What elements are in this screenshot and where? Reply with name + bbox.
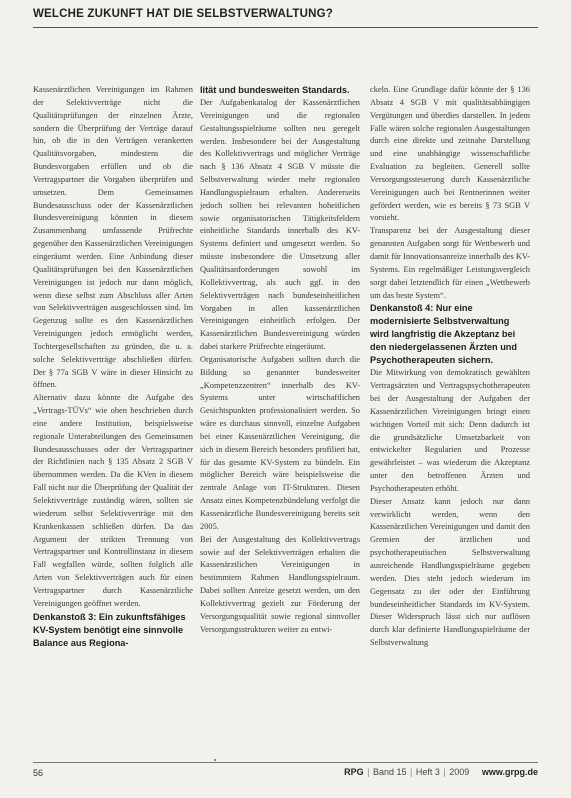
paragraph: Dieser Ansatz kann jedoch nur dann verwirklicht werden, wenn den Kassenärztlichen Vereinigungen und damit den Gremien der ärztlichen und psychotherapeutischen Selbstverwaltung ausreichende Handlungsspielräume gegeben werden. Dies steht jedoch wiederum im Gegensatz zu der oder der Einführung bundeseinheitlicher Standards im KV-System. Dieser Widerspruch lässt sich nur auflösen durch klar definierte Handlungsspielräume der Selbstverwaltung xyxy=(370,496,530,648)
paragraph: Alternativ dazu könnte die Aufgabe des „Vertrags-TÜVs“ wie oben beschrieben durch eine andere Institution, beispielsweise regionale Unterabteilungen des Gemeinsamen Bundesausschusses oder der Vertragspartner der Richtlinien nach § 135 Absatz 2 SGB V übernommen werden. Da die KVen in diesem Fall nicht nur die Überprüfung der Qualität der Selektivverträge zuständig wären, sollten sie wiederum selbst Selektivverträge mit den Krankenkassen schließen dürfen. Da das Argument der strikten Trennung von Vertragspartner und Kontrollinstanz in diesem Fall wegfallen würde, sollten folglich alle Arten von Selektivverträgen auch für einen Vertragspartner durch Kassenärztliche Vereinigungen geöffnet werden. xyxy=(33,393,193,608)
header-divider xyxy=(33,27,538,28)
separator: | xyxy=(410,767,413,777)
journal-citation xyxy=(344,767,538,777)
section-heading: Denkanstoß 3: Ein zukunftsfähiges KV-System benötigt eine sinnvolle Balance aus Regiona- xyxy=(33,611,186,648)
journal-volume: Band 15 xyxy=(372,767,407,777)
separator: | xyxy=(443,767,446,777)
paragraph: Organisatorische Aufgaben sollten durch die Bildung so genannter bundesweiter „Kompetenzzentren“ innerhalb des KV-Systems unter wirtschaftlichen Gesichtspunkten professionalisiert werden. So wäre es durchaus sinnvoll, einzelne Aufgaben bei einer Kassenärztlichen Vereinigung, die sich in diesem Bereich besonders profiliert hat, für das gesamte KV-System zu bündeln. Ein möglicher Bereich wäre beispielsweise die zentrale Anlage von IT-Strukturen. Diesen Ansatz eines Kompetenzbündelung verfolgt die Kassenärztliche Bundesvereinigung bereits seit 2005. xyxy=(200,354,360,531)
scan-speck xyxy=(214,759,216,761)
paragraph: Transparenz bei der Ausgestaltung dieser genannten Aufgaben sorgt für Wettbewerb und damit für Innovationsanreize innerhalb des KV-Systems. Ein regelmäßiger Leistungsvergleich sorgt dabei letztendlich für einen „Wettbewerb um das beste System“. xyxy=(370,226,530,300)
journal-name: RPG xyxy=(344,767,364,777)
page-header-title: WELCHE ZUKUNFT HAT DIE SELBSTVERWALTUNG? xyxy=(33,8,333,20)
paragraph: Der Aufgabenkatalog der Kassenärztlichen Vereinigungen und die regionalen Gestaltungsspielräume sollten neu geregelt werden. Insbesondere bei der Ausgestaltung des Kollektivvertrags und möglicher Verträge nach § 136 Absatz 4 SGB V müsste die Selbstverwaltung wieder mehr regionalen Handlungsspielraum erhalten. Andererseits jedoch sollten bei relevanten hoheitlichen sowie organisatorischen Tätigkeitsfeldern einheitliche Standards innerhalb des KV-Systems definiert und umgesetzt werden. So müsste insbesondere die Umsetzung aller Qualitätsanforderungen sowohl im Kollektivvertrag, als auch ggf. in den Selektivverträgen nach bundeseinheitlichen Vorgaben in allen kassenärztlichen Vereinigungen einheitlich erfolgen. Der Kassenärztlichen Bundesvereinigung würden dabei starkere Prüfrechte eingeräumt. xyxy=(200,98,360,352)
paragraph: ckeln. Eine Grundlage dafür könnte der § 136 Absatz 4 SGB V mit qualitätsabhängigen Vergütungen und überdies darstellen. In jedem Falle wären solche regionalen Ausgestaltungen durch eine direkte und zeitnahe Darstellung und eine unabhängige wissenschaftliche Evaluation zu begleiten. Generell sollte Versorgungssteuerung durch Kassenärztliche Vereinigungen auch bei Rentnerinnen weiter gefördert werden, wie es bereits § 73 SGB V vorsieht. xyxy=(370,85,530,223)
section-heading: lität und bundesweiten Standards. xyxy=(200,85,350,95)
journal-year: 2009 xyxy=(449,767,470,777)
section-heading: Denkanstoß 4: Nur eine modernisierte Selbstverwaltung wird langfristig die Akzeptanz bei den niedergelassenen Ärzten und Psychotherapeuten sichern. xyxy=(370,303,518,366)
paragraph: Kassenärztlichen Vereinigungen im Rahmen der Selektivverträge nicht die Qualitätsprüfungen der einzelnen Ärzte, sondern die Überprüfung der Verträge darauf hin, ob die in den Verträgen verankerten Qualitätsvorgaben, mindestens die Bundesvorgaben erfüllen und ob die Vertragspartner die Vorgaben überprüfen und umsetzen. Dem Gemeinsamen Bundesausschuss oder der Kassenärztlichen Bundesvereinigung könnten in diesem Zusammenhang umfassende Prüfrechte gegenüber den Kassenärztlichen Vereinigungen eingeräumt werden. Eine Anbindung dieser Qualitätsprüfungen bei den Kassenärztlichen Vereinigungen ist jedoch nur dann möglich, wenn diese selbst zum Abschluss aller Arten von Selektivverträgen ausgeschlossen sind. Im Gegenzug sollte es den Kassenärztlichen Vereinigungen jedoch ermöglicht werden, Tochtergesellschaften zu gründen, die u. a. solche Selektivverträge abschließen dürfen. Der § 77a SGB V wäre in dieser Hinsicht zu öffnen. xyxy=(33,85,193,390)
text-column-middle xyxy=(200,84,360,752)
text-column-right xyxy=(370,84,530,752)
page-number: 56 xyxy=(33,768,44,778)
footer-divider xyxy=(33,762,538,763)
journal-issue: Heft 3 xyxy=(415,767,440,777)
text-column-left xyxy=(33,84,193,752)
paragraph: Die Mitwirkung von demokratisch gewählten Vertragsärzten und Vertragspsychotherapeuten bei der Ausgestaltung der Aufgaben der Kassenärztlichen Vereinigungen bringt einen wichtigen Vorteil mit sich: Denn dadurch ist die grundsätzliche Umsetzbarkeit von entwickelter Regularien und Prozesse gewährleistet – was wiederum die Akzeptanz unter den betroffenen Ärzten und Psychotherapeuten erhöht. xyxy=(370,368,530,493)
journal-url: www.grpg.de xyxy=(481,767,538,777)
separator: | xyxy=(367,767,370,777)
paragraph: Bei der Ausgestaltung des Kollektivvertrags sowie auf der Selektivverträgen erhalten die Kassenärztlichen Vereinigungen in bestimmtem Rahmen Handlungsspielraum. Dabei sollten Anreize gesetzt werden, um den Kollektivvertrag gezielt zur Förderung der Versorgungsqualität sowie regional sinnvoller Versorgungsstrukturen weiter zu entwi- xyxy=(200,534,360,634)
